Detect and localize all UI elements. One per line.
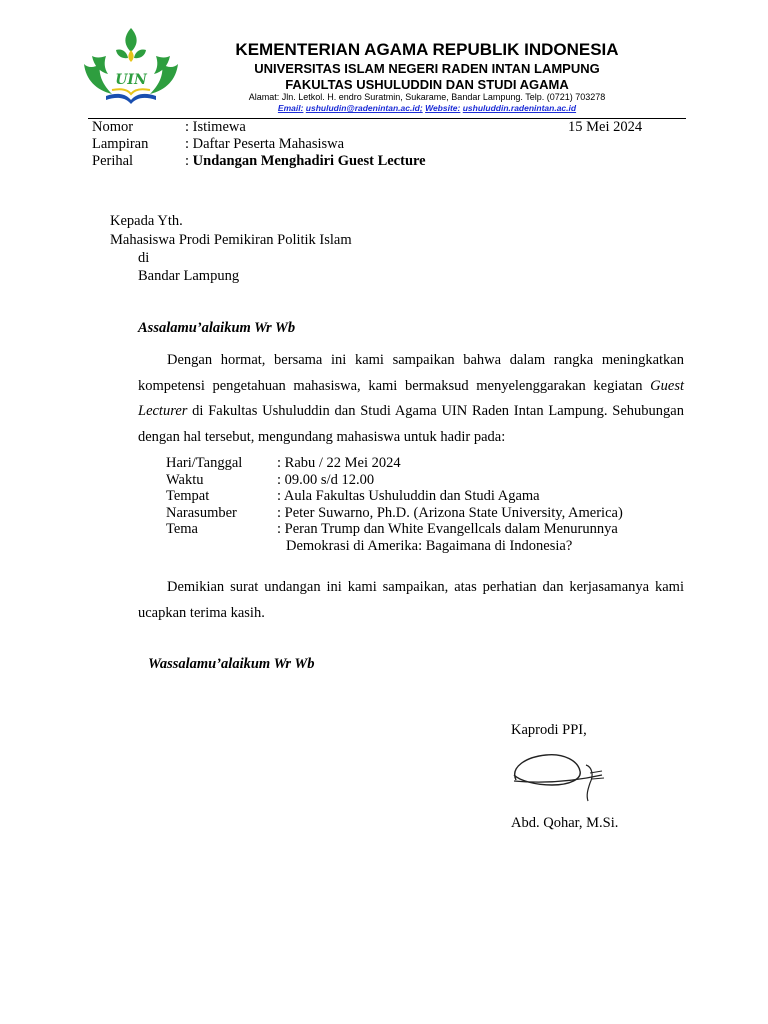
- detail-label: Waktu: [166, 472, 204, 488]
- tema-continuation: Demokrasi di Amerika: Bagaimana di Indonesia?: [286, 538, 573, 554]
- contact-line: [200, 103, 654, 113]
- recipient-line-1: Kepada Yth.: [110, 213, 183, 229]
- detail-label: Hari/Tanggal: [166, 455, 243, 471]
- svg-text:UIN: UIN: [115, 72, 147, 88]
- paragraph-text-a: Dengan hormat, bersama ini kami sampaikan bahwa dalam rangka meningkatkan kompetensi pengetahuan mahasiswa, kami bermaksud menyelenggarakan kegiatan: [138, 352, 684, 394]
- signatory-name: Abd. Qohar, M.Si.: [511, 815, 619, 831]
- detail-label: Tema: [166, 521, 198, 537]
- lampiran-label: Lampiran: [92, 136, 149, 152]
- body-paragraph: [138, 348, 684, 450]
- email-label: Email:: [277, 103, 304, 113]
- paragraph-text-b: di Fakultas Ushuluddin dan Studi Agama UIN Raden Intan Lampung. Sehubungan dengan hal tersebut, mengundang mahasiswa untuk hadir pada:: [138, 403, 684, 445]
- university-heading: UNIVERSITAS ISLAM NEGERI RADEN INTAN LAMPUNG: [254, 61, 600, 76]
- handwritten-signature: [506, 745, 616, 805]
- detail-value: : Aula Fakultas Ushuluddin dan Studi Agama: [277, 488, 540, 504]
- detail-value: : Peran Trump dan White Evangellcals dalam Menurunnya: [277, 521, 618, 537]
- closing-paragraph: Demikian surat undangan ini kami sampaikan, atas perhatian dan kerjasamanya kami ucapkan terima kasih.: [138, 579, 684, 621]
- detail-value: : Rabu / 22 Mei 2024: [277, 455, 401, 471]
- perihal-value: Undangan Menghadiri Guest Lecture: [192, 153, 426, 169]
- website-label: Website:: [425, 103, 461, 113]
- perihal-value-line: [185, 153, 426, 170]
- nomor-label: Nomor: [92, 119, 134, 135]
- recipient-line-4: Bandar Lampung: [138, 268, 240, 284]
- paragraph-italic-term: Guest Lecturer: [138, 377, 684, 419]
- lampiran-value: : Daftar Peserta Mahasiswa: [185, 136, 345, 152]
- address-line: Alamat: Jln. Letkol. H. endro Suratmin, Sukarame, Bandar Lampung. Telp. (0721) 703278: [248, 92, 606, 102]
- detail-value: : 09.00 s/d 12.00: [277, 472, 375, 488]
- letter-date: 15 Mei 2024: [568, 119, 643, 135]
- university-logo: [78, 24, 184, 108]
- detail-label: Narasumber: [166, 505, 237, 521]
- detail-value: : Peter Suwarno, Ph.D. (Arizona State University, America): [277, 505, 623, 521]
- closing-greeting: Wassalamu’alaikum Wr Wb: [148, 656, 315, 672]
- perihal-label: Perihal: [92, 153, 134, 169]
- website-link[interactable]: ushuluddin.radenintan.ac.id: [462, 103, 577, 113]
- nomor-value: : Istimewa: [185, 119, 246, 135]
- ministry-heading: KEMENTERIAN AGAMA REPUBLIK INDONESIA: [235, 40, 619, 59]
- signatory-title: Kaprodi PPI,: [511, 722, 587, 738]
- recipient-line-2: Mahasiswa Prodi Pemikiran Politik Islam: [110, 232, 352, 248]
- perihal-colon: :: [185, 153, 190, 169]
- recipient-line-3: di: [138, 250, 150, 266]
- email-link[interactable]: ushuludin@radenintan.ac.id;: [305, 103, 423, 113]
- faculty-heading: FAKULTAS USHULUDDIN DAN STUDI AGAMA: [285, 77, 569, 92]
- opening-greeting: Assalamu’alaikum Wr Wb: [138, 320, 296, 336]
- detail-label: Tempat: [166, 488, 210, 504]
